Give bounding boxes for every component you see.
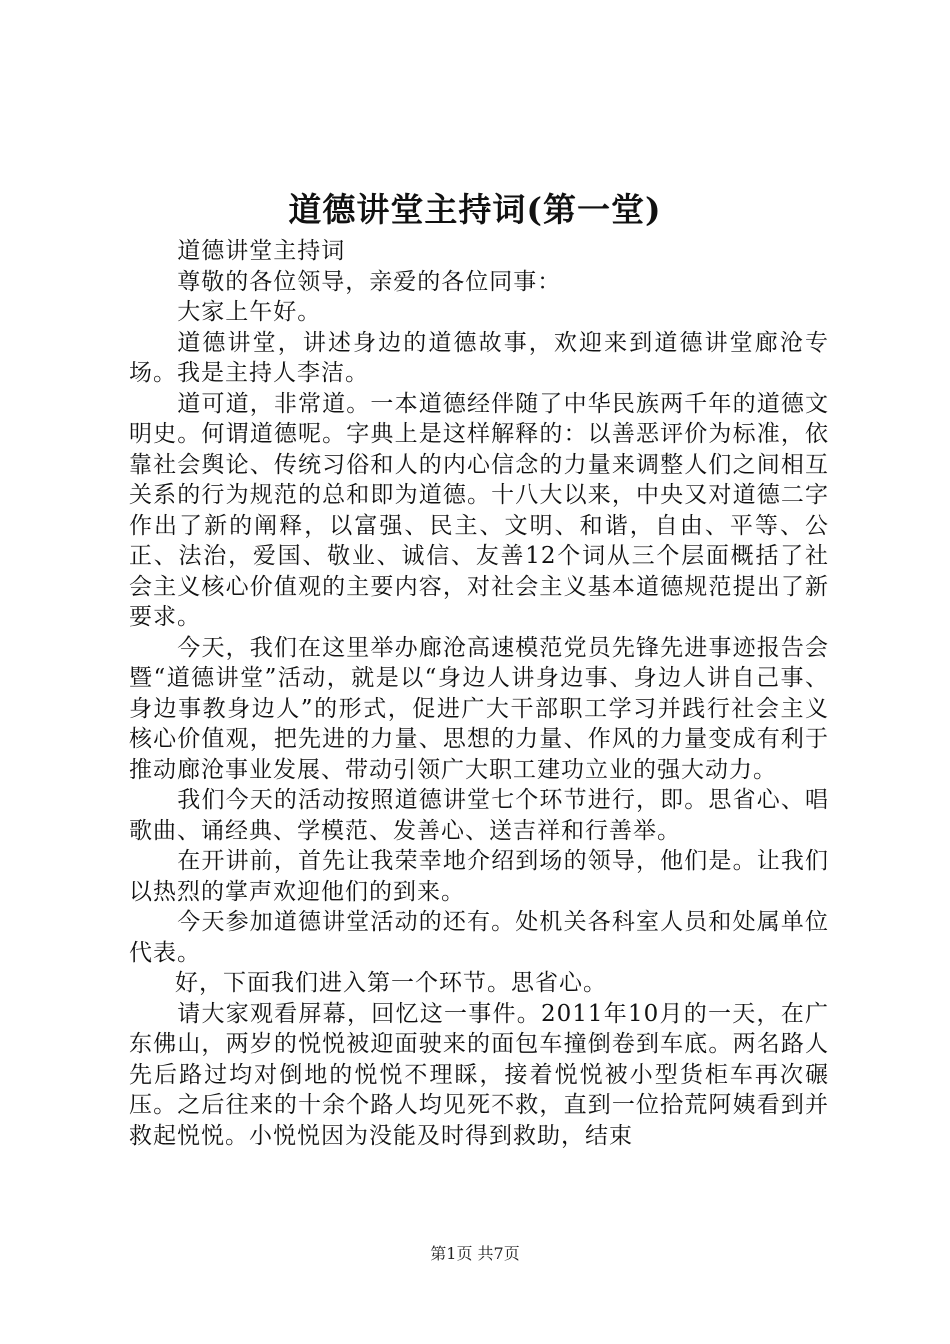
paragraph: 今天，我们在这里举办廊沧高速模范党员先锋先进事迹报告会暨“道德讲堂”活动，就是以“身边人讲身边事、身边人讲自己事、身边事教身边人”的形式，促进广大干部职工学习并践行社会主义核心价值观，把先进的力量、思想的力量、作风的力量变成有利于推动廊沧事业发展、带动引领广大职工建功立业的强大动力。 <box>129 634 829 783</box>
paragraph: 道德讲堂，讲述身边的道德故事，欢迎来到道德讲堂廊沧专场。我是主持人李洁。 <box>129 329 829 386</box>
paragraph: 大家上午好。 <box>177 299 322 325</box>
paragraph: 道可道，非常道。一本道德经伴随了中华民族两千年的道德文明史。何谓道德呢。字典上是这样解释的：以善恶评价为标准，依靠社会舆论、传统习俗和人的内心信念的力量来调整人们之间相互关系的行为规范的总和即为道德。十八大以来，中央又对道德二字作出了新的阐释，以富强、民主、文明、和谐，自由、平等、公正、法治，爱国、敬业、诚信、友善12个词从三个层面概括了社会主义核心价值观的主要内容，对社会主义基本道德规范提出了新要求。 <box>129 390 829 630</box>
paragraph: 好，下面我们进入第一个环节。思省心。 <box>175 970 607 996</box>
paragraph: 我们今天的活动按照道德讲堂七个环节进行，即。思省心、唱歌曲、诵经典、学模范、发善心、送吉祥和行善举。 <box>129 787 829 844</box>
paragraph: 在开讲前，首先让我荣幸地介绍到场的领导，他们是。让我们以热烈的掌声欢迎他们的到来。 <box>129 848 829 905</box>
paragraph: 今天参加道德讲堂活动的还有。处机关各科室人员和处属单位代表。 <box>129 909 829 966</box>
paragraph: 尊敬的各位领导，亲爱的各位同事： <box>177 268 562 295</box>
paragraph: 道德讲堂主持词 <box>177 238 346 264</box>
document-title: 道德讲堂主持词(第一堂) <box>288 190 662 229</box>
page-footer: 第1页 共7页 <box>430 1244 520 1263</box>
document-body <box>129 236 829 1151</box>
paragraph: 请大家观看屏幕，回忆这一事件。2011年10月的一天，在广东佛山，两岁的悦悦被迎面驶来的面包车撞倒卷到车底。两名路人先后路过均对倒地的悦悦不理睬，接着悦悦被小型货柜车再次碾压。之后往来的十余个路人均见死不救，直到一位拾荒阿姨看到并救起悦悦。小悦悦因为没能及时得到救助，结束 <box>129 1000 829 1149</box>
